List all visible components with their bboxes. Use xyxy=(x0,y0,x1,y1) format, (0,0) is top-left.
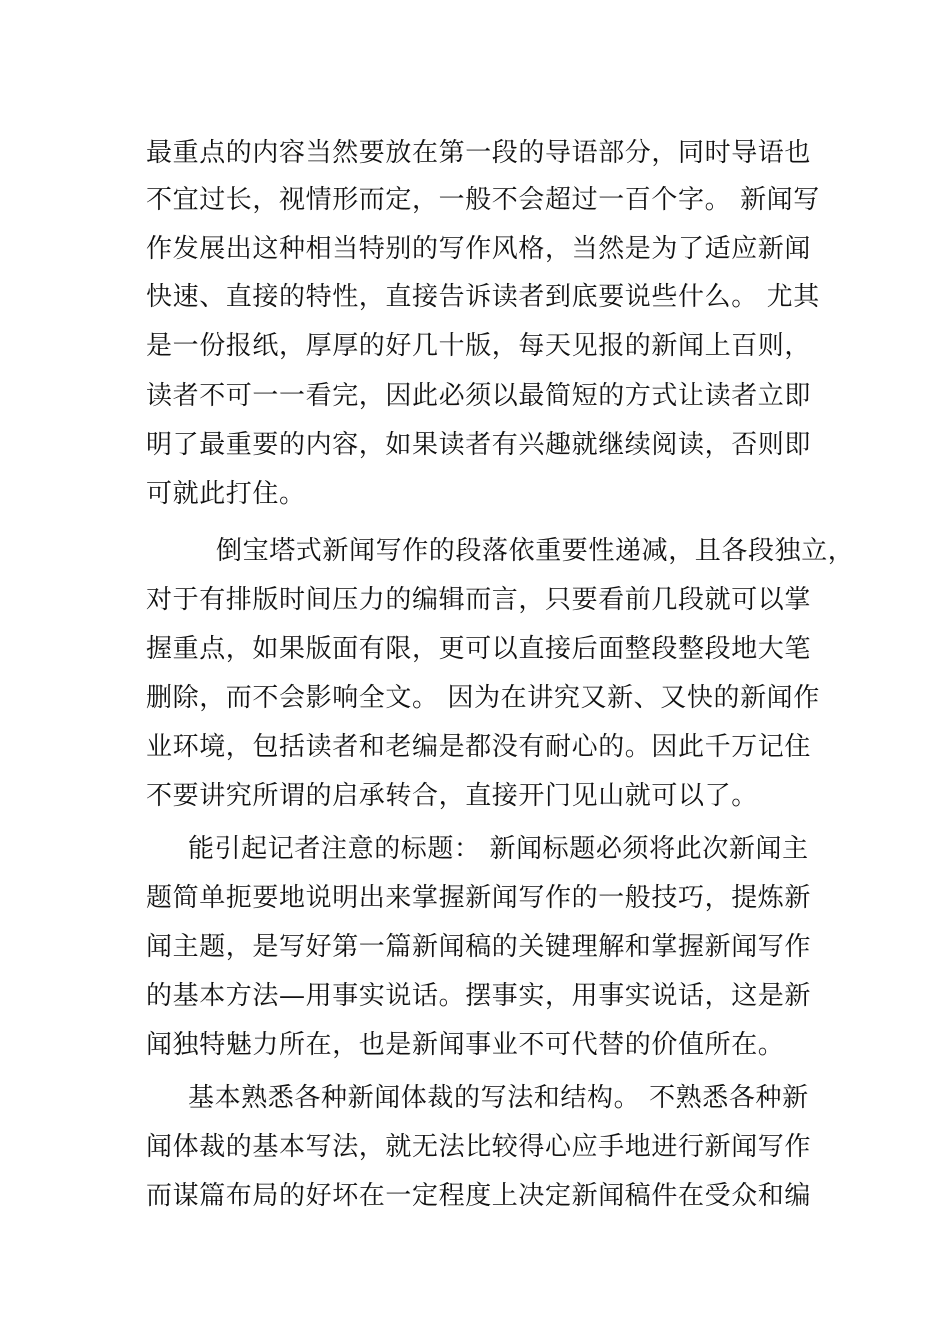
text-line: 读者不可一一看完，因此必须以最简短的方式让读者立即 xyxy=(146,381,812,411)
text-line: 最重点的内容当然要放在第一段的导语部分，同时导语也 xyxy=(146,138,812,168)
text-line: 题简单扼要地说明出来掌握新闻写作的一般技巧，提炼新 xyxy=(146,883,812,913)
text-line: 而谋篇布局的好坏在一定程度上决定新闻稿件在受众和编 xyxy=(146,1181,812,1211)
text-line: 不宜过长，视情形而定，一般不会超过一百个字。 新闻写 xyxy=(146,185,820,215)
text-line: 的基本方法—用事实说话。摆事实，用事实说话，这是新 xyxy=(146,981,812,1011)
paragraph-first-line: 倒宝塔式新闻写作的段落依重要性递减，且各段独立， xyxy=(216,536,855,566)
text-line: 删除，而不会影响全文。 因为在讲究又新、又快的新闻作 xyxy=(146,683,820,713)
paragraph-first-line: 基本熟悉各种新闻体裁的写法和结构。 不熟悉各种新 xyxy=(188,1083,809,1113)
text-line: 明了最重要的内容，如果读者有兴趣就继续阅读，否则即 xyxy=(146,430,812,460)
text-line: 是一份报纸，厚厚的好几十版，每天见报的新闻上百则， xyxy=(146,331,812,361)
text-line: 握重点，如果版面有限，更可以直接后面整段整段地大笔 xyxy=(146,634,812,664)
paragraph-first-line: 能引起记者注意的标题： 新闻标题必须将此次新闻主 xyxy=(188,834,809,864)
text-line: 业环境，包括读者和老编是都没有耐心的。因此千万记住 xyxy=(146,732,812,762)
text-line: 闻主题，是写好第一篇新闻稿的关键理解和掌握新闻写作 xyxy=(146,932,812,962)
text-line: 对于有排版时间压力的编辑而言，只要看前几段就可以掌 xyxy=(146,585,812,615)
text-line: 作发展出这种相当特别的写作风格，当然是为了适应新闻 xyxy=(146,234,812,264)
text-line: 闻体裁的基本写法，就无法比较得心应手地进行新闻写作 xyxy=(146,1132,812,1162)
text-line: 可就此打住。 xyxy=(146,479,306,509)
text-line: 快速、直接的特性，直接告诉读者到底要说些什么。 尤其 xyxy=(146,282,820,312)
text-line: 不要讲究所谓的启承转合，直接开门见山就可以了。 xyxy=(146,781,758,811)
text-line: 闻独特魅力所在，也是新闻事业不可代替的价值所在。 xyxy=(146,1030,785,1060)
